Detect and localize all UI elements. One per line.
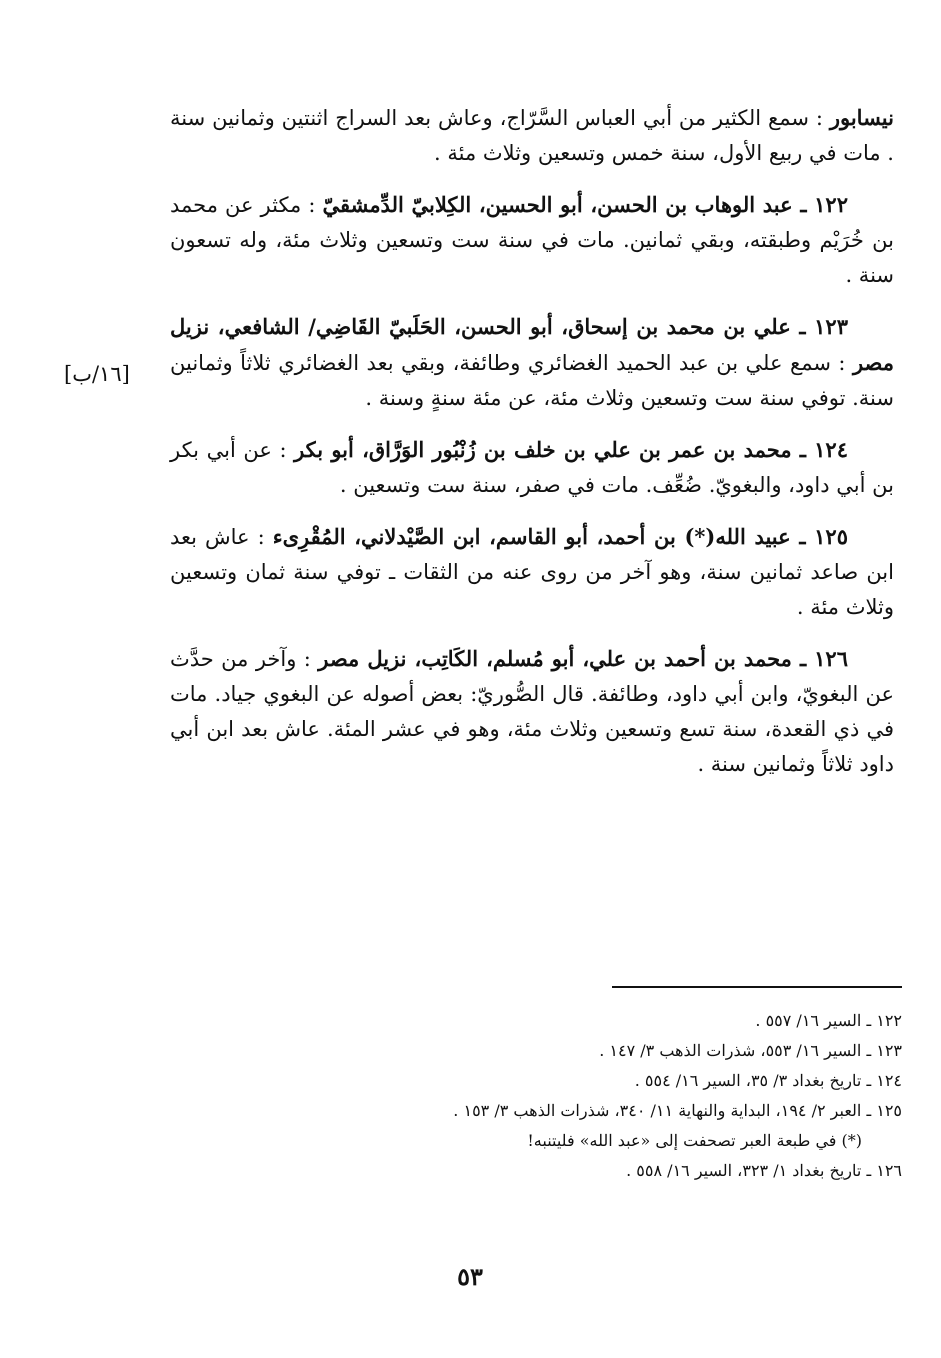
entry-paragraph-122 [170,187,894,293]
footnote-asterisk: (*) في طبعة العبر تصحفت إلى «عبد الله» فليتنبه! [527,1131,862,1150]
entry-heading: ١٢٦ ـ محمد بن أحمد بن علي، أبو مُسلم، الكَاتِب، نزيل مصر [318,646,848,671]
entry-paragraph-124 [170,432,894,503]
footnote-122: ١٢٢ ـ السير ١٦/ ٥٥٧ . [755,1011,902,1030]
entry-paragraph-125 [170,519,894,625]
main-text [170,100,894,798]
entry-heading: ١٢٥ ـ عبيد الله(*) بن أحمد، أبو القاسم، ابن الصَّيْدلاني، المُقْرِىء [272,524,848,549]
entry-text: : وآخر من حدَّث عن البغويّ، وابن أبي داود، وطائفة. قال الصُّوريّ: بعض أصوله عن البغوي جياد. مات في ذي القعدة، سنة تسع وتسعين وثلاث مئة، وهو في عشر المئة. عاش بعد ابن أبي داود ثلاثاً وثمانين سنة . [170,647,894,776]
page-number: ٥٣ [457,1262,483,1291]
footnote-123: ١٢٣ ـ السير ١٦/ ٥٥٣، شذرات الذهب ٣/ ١٤٧ . [599,1041,902,1060]
entry-heading: نيسابور [829,105,894,130]
entry-paragraph-continuation [170,100,894,171]
entry-heading: ١٢٢ ـ عبد الوهاب بن الحسن، أبو الحسين، الكِلابيّ الدِّمشقيّ [322,192,848,217]
entry-text: : سمع علي بن عبد الحميد الغضائري وطائفة، وبقي بعد الغضائري ثلاثاً وثمانين سنة. توفي سنة ست وتسعين وثلاث مئة، عن مئة سنةٍ وسنة . [170,351,894,410]
entry-text: : عن أبي بكر بن أبي داود، والبغويّ. ضُعِّف. مات في صفر، سنة ست وتسعين . [170,438,894,497]
entry-heading: ١٢٤ ـ محمد بن عمر بن علي بن خلف بن زُنْبُور الوَرَّاق، أبو بكر [294,437,848,462]
footnotes [290,1006,902,1186]
entry-text: : عاش بعد ابن صاعد ثمانين سنة، وهو آخر من روى عنه من الثقات ـ توفي سنة ثمان وتسعين وثلاث مئة . [170,525,894,619]
entry-text: : مكثر عن محمد بن خُرَيْم وطبقته، وبقي ثمانين. مات في سنة ست وتسعين وثلاث مئة، وله تسعون سنة . [170,193,894,287]
entry-text: : سمع الكثير من أبي العباس السَّرّاج، وعاش بعد السراج اثنتين وثمانين سنة . مات في ربيع الأول، سنة خمس وتسعين وثلاث مئة . [170,106,894,165]
entry-paragraph-123 [170,309,894,416]
footnote-126: ١٢٦ ـ تاريخ بغداد ١/ ٣٢٣، السير ١٦/ ٥٥٨ . [626,1161,902,1180]
entry-heading: ١٢٣ ـ علي بن محمد بن إسحاق، أبو الحسن، الحَلَبيّ القَاضِي/ الشافعي، نزيل مصر [170,314,894,375]
margin-folio-note: [١٦/ب] [64,362,130,386]
footnote-125: ١٢٥ ـ العبر ٢/ ١٩٤، البداية والنهاية ١١/ ٣٤٠، شذرات الذهب ٣/ ١٥٣ . [453,1101,902,1120]
footnote-separator [612,986,902,988]
footnote-124: ١٢٤ ـ تاريخ بغداد ٣/ ٣٥، السير ١٦/ ٥٥٤ . [634,1071,902,1090]
entry-paragraph-126 [170,641,894,782]
